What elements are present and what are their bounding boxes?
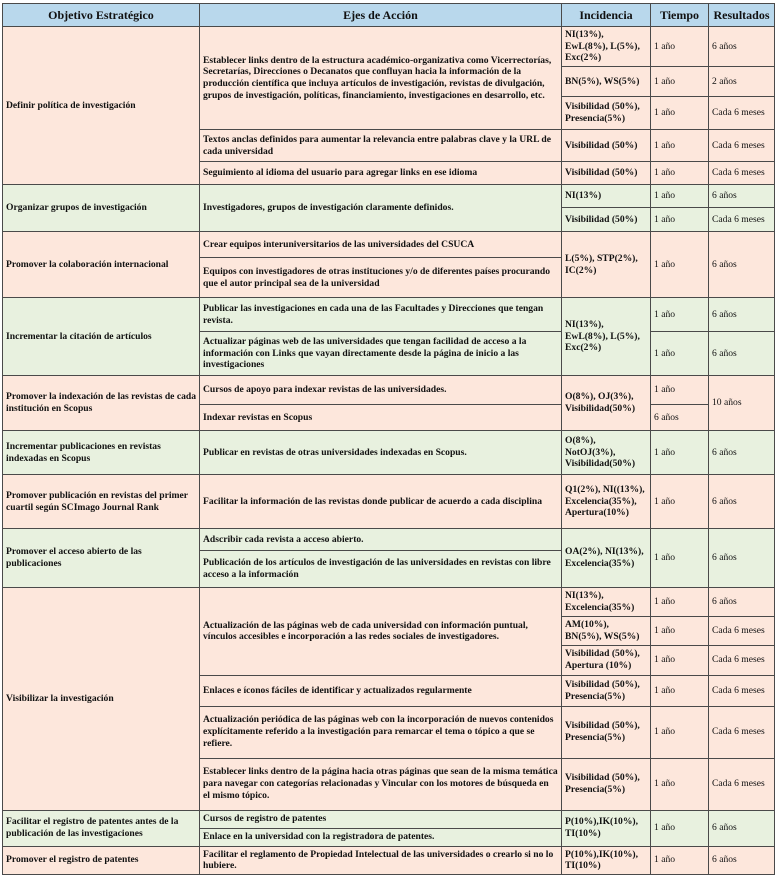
eje-cell: Publicar en revistas de otras universidades indexadas en Scopus. xyxy=(200,431,562,475)
header-objetivo: Objetivo Estratégico xyxy=(3,4,200,27)
incidencia-cell: NI(13%), Excelencia(35%) xyxy=(562,588,651,616)
header-row xyxy=(3,4,775,27)
table-row xyxy=(3,529,775,551)
resultados-cell: 6 años xyxy=(709,431,775,475)
objetivo-cell: Incrementar publicaciones en revistas indexadas en Scopus xyxy=(3,431,200,475)
tiempo-cell: 1 año xyxy=(651,529,709,588)
tiempo-cell: 1 año xyxy=(651,431,709,475)
resultados-cell: 6 años xyxy=(709,298,775,332)
table-row xyxy=(3,185,775,208)
resultados-cell: Cada 6 meses xyxy=(709,97,775,130)
table-row xyxy=(3,232,775,258)
incidencia-cell: O(8%), NotOJ(3%), Visibilidad(50%) xyxy=(562,431,651,475)
table-row xyxy=(3,810,775,828)
incidencia-cell: P(10%),IK(10%), TI(10%) xyxy=(562,846,651,874)
incidencia-cell: AM(10%), BN(5%), WS(5%) xyxy=(562,616,651,645)
objetivo-cell: Promover la indexación de las revistas de cada institución en Scopus xyxy=(3,376,200,431)
eje-cell: Establecer links dentro de la página hacia otras páginas que sean de la misma temática para navegar con categorías relacionadas y Vincular con los motores de búsqueda en el mismo tópico. xyxy=(200,758,562,810)
resultados-cell: 2 años xyxy=(709,67,775,97)
objetivo-cell: Promover publicación en revistas del primer cuartil según SCImago Journal Rank xyxy=(3,475,200,529)
resultados-cell: 6 años xyxy=(709,185,775,208)
tiempo-cell: 6 años xyxy=(651,405,709,431)
tiempo-cell: 1 año xyxy=(651,810,709,846)
eje-cell: Indexar revistas en Scopus xyxy=(200,405,562,431)
eje-cell: Publicar las investigaciones en cada una de las Facultades y Direcciones que tengan revista. xyxy=(200,298,562,332)
eje-cell: Facilitar el reglamento de Propiedad Intelectual de las universidades o crearlo si no lo hubiere. xyxy=(200,846,562,874)
objetivo-cell: Promover la colaboración internacional xyxy=(3,232,200,298)
objetivo-cell: Promover el acceso abierto de las publicaciones xyxy=(3,529,200,588)
eje-cell: Seguimiento al idioma del usuario para agregar links en ese idioma xyxy=(200,162,562,185)
resultados-cell: 6 años xyxy=(709,332,775,376)
resultados-cell: 10 años xyxy=(709,376,775,431)
tiempo-cell: 1 año xyxy=(651,376,709,405)
table-row xyxy=(3,298,775,332)
objetivo-cell: Facilitar el registro de patentes antes de la publicación de las investigaciones xyxy=(3,810,200,846)
resultados-cell: Cada 6 meses xyxy=(709,616,775,645)
incidencia-cell: Visibilidad (50%), Presencia(5%) xyxy=(562,675,651,706)
resultados-cell: Cada 6 meses xyxy=(709,208,775,232)
resultados-cell: 6 años xyxy=(709,588,775,616)
tiempo-cell: 1 año xyxy=(651,67,709,97)
tiempo-cell: 1 año xyxy=(651,232,709,298)
incidencia-cell: Visibilidad (50%), Presencia(5%) xyxy=(562,97,651,130)
eje-cell: Actualizar páginas web de las universidades que tengan facilidad de acceso a la información con Links que vayan directamente desde la página de inicio a las investigaciones xyxy=(200,332,562,376)
table-row xyxy=(3,475,775,529)
eje-cell: Actualización de las páginas web de cada universidad con información puntual, vínculos accesibles e incorporación a las redes sociales de investigadores. xyxy=(200,588,562,675)
incidencia-cell: Visibilidad (50%), Presencia(5%) xyxy=(562,758,651,810)
tiempo-cell: 1 año xyxy=(651,298,709,332)
eje-cell: Cursos de apoyo para indexar revistas de las universidades. xyxy=(200,376,562,405)
eje-cell: Establecer links dentro de la estructura académico-organizativa como Vicerrectorías, Secretarías, Direcciones o Decanatos que confluyan hacia la información de la producción científica que incluya artículos de investigación, revistas de divulgación, grupos de investigación, políticas, financiamiento, investigaciones en desarrollo, etc. xyxy=(200,27,562,130)
resultados-cell: 6 años xyxy=(709,232,775,298)
incidencia-cell: NI(13%), EwL(8%), L(5%), Exc(2%) xyxy=(562,27,651,67)
header-incidencia: Incidencia xyxy=(562,4,651,27)
resultados-cell: Cada 6 meses xyxy=(709,706,775,758)
resultados-cell: Cada 6 meses xyxy=(709,758,775,810)
incidencia-cell: Visibilidad (50%) xyxy=(562,130,651,162)
resultados-cell: 6 años xyxy=(709,475,775,529)
tiempo-cell: 1 año xyxy=(651,97,709,130)
table-row xyxy=(3,588,775,616)
resultados-cell: Cada 6 meses xyxy=(709,130,775,162)
header-tiempo: Tiempo xyxy=(651,4,709,27)
tiempo-cell: 1 año xyxy=(651,185,709,208)
strategy-table xyxy=(2,3,775,875)
incidencia-cell: Visibilidad (50%), Presencia(5%) xyxy=(562,706,651,758)
header-resultados: Resultados xyxy=(709,4,775,27)
incidencia-cell: BN(5%), WS(5%) xyxy=(562,67,651,97)
incidencia-cell: Visibilidad (50%), Apertura (10%) xyxy=(562,645,651,675)
eje-cell: Equipos con investigadores de otras instituciones y/o de diferentes países procurando que el autor principal sea de la universidad xyxy=(200,258,562,298)
eje-cell: Publicación de los artículos de investigación de las universidades en revistas con libre acceso a la información xyxy=(200,551,562,588)
tiempo-cell: 1 año xyxy=(651,162,709,185)
tiempo-cell: 1 año xyxy=(651,130,709,162)
objetivo-cell: Visibilizar la investigación xyxy=(3,588,200,810)
tiempo-cell: 1 año xyxy=(651,332,709,376)
eje-cell: Cursos de registro de patentes xyxy=(200,810,562,828)
incidencia-cell: Visibilidad (50%) xyxy=(562,162,651,185)
tiempo-cell: 1 año xyxy=(651,846,709,874)
objetivo-cell: Organizar grupos de investigación xyxy=(3,185,200,232)
tiempo-cell: 1 año xyxy=(651,675,709,706)
incidencia-cell: L(5%), STP(2%), IC(2%) xyxy=(562,232,651,298)
table-row xyxy=(3,431,775,475)
tiempo-cell: 1 año xyxy=(651,645,709,675)
incidencia-cell: Q1(2%), NI((13%), Excelencia(35%), Apertura(10%) xyxy=(562,475,651,529)
resultados-cell: 6 años xyxy=(709,529,775,588)
header-ejes: Ejes de Acción xyxy=(200,4,562,27)
incidencia-cell: OA(2%), NI(13%), Excelencia(35%) xyxy=(562,529,651,588)
resultados-cell: 6 años xyxy=(709,846,775,874)
resultados-cell: Cada 6 meses xyxy=(709,675,775,706)
incidencia-cell: NI(13%), EwL(8%), L(5%), Exc(2%) xyxy=(562,298,651,376)
incidencia-cell: P(10%),IK(10%), TI(10%) xyxy=(562,810,651,846)
tiempo-cell: 1 año xyxy=(651,616,709,645)
objetivo-cell: Definir política de investigación xyxy=(3,27,200,185)
tiempo-cell: 1 año xyxy=(651,208,709,232)
tiempo-cell: 1 año xyxy=(651,706,709,758)
eje-cell: Facilitar la información de las revistas donde publicar de acuerdo a cada disciplina xyxy=(200,475,562,529)
resultados-cell: Cada 6 meses xyxy=(709,645,775,675)
table-row xyxy=(3,376,775,405)
incidencia-cell: O(8%), OJ(3%), Visibilidad(50%) xyxy=(562,376,651,431)
eje-cell: Enlaces e íconos fáciles de identificar y actualizados regularmente xyxy=(200,675,562,706)
incidencia-cell: Visibilidad (50%) xyxy=(562,208,651,232)
tiempo-cell: 1 año xyxy=(651,27,709,67)
tiempo-cell: 1 año xyxy=(651,588,709,616)
resultados-cell: 6 años xyxy=(709,810,775,846)
incidencia-cell: NI(13%) xyxy=(562,185,651,208)
eje-cell: Investigadores, grupos de investigación claramente definidos. xyxy=(200,185,562,232)
eje-cell: Enlace en la universidad con la registradora de patentes. xyxy=(200,828,562,846)
eje-cell: Textos anclas definidos para aumentar la relevancia entre palabras clave y la URL de cada universidad xyxy=(200,130,562,162)
eje-cell: Actualización periódica de las páginas web con la incorporación de nuevos contenidos explícitamente referido a la investigación para remarcar el tema o tópico a que se refiere. xyxy=(200,706,562,758)
table-row xyxy=(3,27,775,67)
tiempo-cell: 1 año xyxy=(651,475,709,529)
resultados-cell: 6 años xyxy=(709,27,775,67)
table-row xyxy=(3,846,775,874)
eje-cell: Crear equipos interuniversitarios de las universidades del CSUCA xyxy=(200,232,562,258)
resultados-cell: Cada 6 meses xyxy=(709,162,775,185)
objetivo-cell: Incrementar la citación de artículos xyxy=(3,298,200,376)
eje-cell: Adscribir cada revista a acceso abierto. xyxy=(200,529,562,551)
objetivo-cell: Promover el registro de patentes xyxy=(3,846,200,874)
tiempo-cell: 1 año xyxy=(651,758,709,810)
